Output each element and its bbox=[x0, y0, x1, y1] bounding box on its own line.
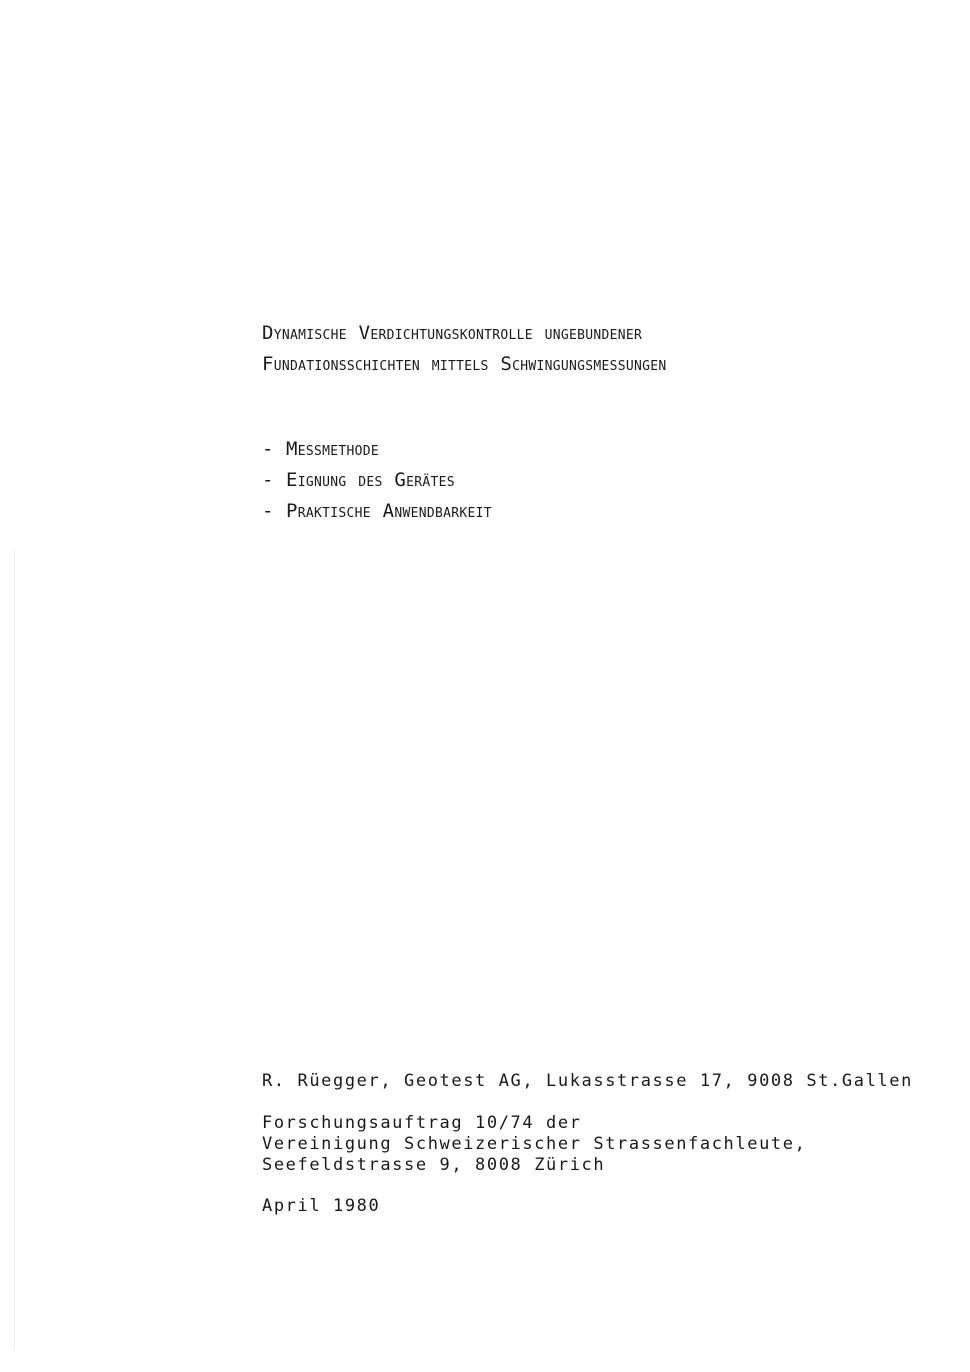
topic-label: Praktische Anwendbarkeit bbox=[286, 500, 492, 522]
topic-item bbox=[262, 496, 862, 527]
commission-block bbox=[262, 1113, 806, 1176]
topic-item bbox=[262, 434, 862, 465]
topic-list bbox=[262, 434, 862, 527]
topic-dash: - bbox=[262, 469, 274, 491]
publication-date: April 1980 bbox=[262, 1196, 381, 1216]
topic-label: Messmethode bbox=[286, 438, 380, 460]
topic-label: Eignung des Gerätes bbox=[286, 469, 455, 491]
topic-dash: - bbox=[262, 500, 274, 522]
commission-line-1: Forschungsauftrag 10/74 der bbox=[262, 1113, 582, 1133]
document-title bbox=[262, 318, 942, 380]
scan-edge-line bbox=[14, 550, 15, 1350]
topic-dash: - bbox=[262, 438, 274, 460]
topic-item bbox=[262, 465, 862, 496]
commission-line-3: Seefeldstrasse 9, 8008 Zürich bbox=[262, 1155, 606, 1175]
author-line: R. Rüegger, Geotest AG, Lukasstrasse 17, 9008 St.Gallen bbox=[262, 1071, 913, 1091]
commission-line-2: Vereinigung Schweizerischer Strassenfachleute, bbox=[262, 1134, 807, 1154]
title-line-2: Fundationsschichten mittels Schwingungsmessungen bbox=[262, 353, 667, 375]
title-line-1: Dynamische Verdichtungskontrolle ungebundener bbox=[262, 322, 643, 344]
